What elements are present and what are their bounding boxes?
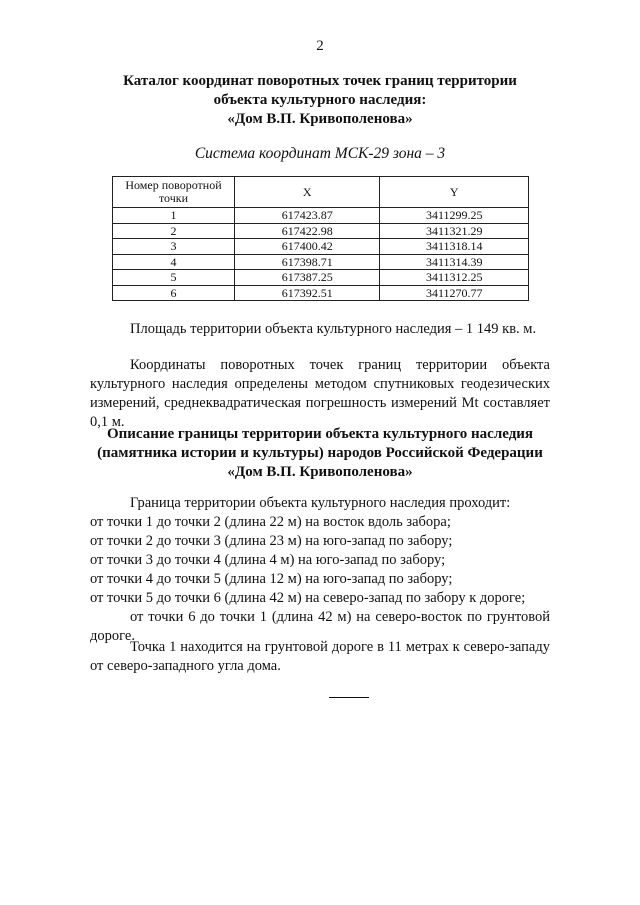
catalog-title-line-3: «Дом В.П. Кривополенова» — [227, 111, 413, 127]
boundary-segment: от точки 5 до точки 6 (длина 42 м) на северо-запад по забору к дороге; — [90, 590, 526, 606]
boundary-title-line-3: «Дом В.П. Кривополенова» — [227, 464, 413, 480]
table-row — [113, 208, 529, 224]
end-divider — [329, 697, 369, 698]
boundary-segment: от точки 1 до точки 2 (длина 22 м) на восток вдоль забора; — [90, 514, 451, 530]
point-location-note: Точка 1 находится на грунтовой дороге в 11 метрах к северо-западу от северо-западного угла дома. — [90, 639, 550, 674]
coordinate-system-label: Система координат МСК-29 зона – 3 — [194, 145, 446, 162]
boundary-intro: Граница территории объекта культурного наследия проходит: — [130, 495, 511, 511]
table-row — [113, 223, 529, 239]
cell-y: 3411312.25 — [380, 270, 529, 286]
table-row — [113, 239, 529, 255]
boundary-segment: от точки 2 до точки 3 (длина 23 м) на юго-запад по забору; — [90, 533, 453, 549]
table-row — [113, 254, 529, 270]
cell-x: 617392.51 — [235, 285, 380, 301]
measurement-method-paragraph: Координаты поворотных точек границ территории объекта культурного наследия определены методом спутниковых геодезических измерений, среднеквадратическая погрешность измерений Mt составляет 0,1 м. — [90, 357, 550, 430]
cell-y: 3411318.14 — [380, 239, 529, 255]
boundary-title-line-2: (памятника истории и культуры) народов Российской Федерации — [97, 445, 543, 461]
header-x: X — [235, 177, 380, 208]
cell-point-number: 6 — [113, 285, 235, 301]
area-statement: Площадь территории объекта культурного наследия – 1 149 кв. м. — [130, 321, 537, 337]
cell-point-number: 2 — [113, 223, 235, 239]
cell-point-number: 4 — [113, 254, 235, 270]
cell-x: 617400.42 — [235, 239, 380, 255]
cell-point-number: 1 — [113, 208, 235, 224]
boundary-description — [90, 494, 550, 646]
boundary-title-line-1: Описание границы территории объекта культурного наследия — [106, 426, 534, 442]
table-header-row — [113, 177, 529, 208]
table-row — [113, 285, 529, 301]
page-number: 2 — [316, 38, 324, 54]
cell-point-number: 3 — [113, 239, 235, 255]
coordinates-table — [112, 176, 529, 301]
cell-y: 3411299.25 — [380, 208, 529, 224]
cell-point-number: 5 — [113, 270, 235, 286]
boundary-segment: от точки 4 до точки 5 (длина 12 м) на юго-запад по забору; — [90, 571, 453, 587]
header-point-number: Номер поворотной точки — [113, 177, 235, 208]
boundary-segment: от точки 3 до точки 4 (длина 4 м) на юго-запад по забору; — [90, 552, 446, 568]
cell-x: 617387.25 — [235, 270, 380, 286]
header-y: Y — [380, 177, 529, 208]
cell-y: 3411314.39 — [380, 254, 529, 270]
catalog-title-line-1: Каталог координат поворотных точек границ территории — [123, 73, 517, 89]
cell-x: 617398.71 — [235, 254, 380, 270]
cell-x: 617423.87 — [235, 208, 380, 224]
cell-y: 3411270.77 — [380, 285, 529, 301]
boundary-description-title — [80, 425, 560, 482]
catalog-title-line-2: объекта культурного наследия: — [213, 92, 427, 108]
cell-x: 617422.98 — [235, 223, 380, 239]
catalog-title — [90, 72, 550, 129]
boundary-segment: от точки 6 до точки 1 (длина 42 м) на северо-восток по грунтовой дороге. — [90, 609, 550, 644]
table-row — [113, 270, 529, 286]
cell-y: 3411321.29 — [380, 223, 529, 239]
